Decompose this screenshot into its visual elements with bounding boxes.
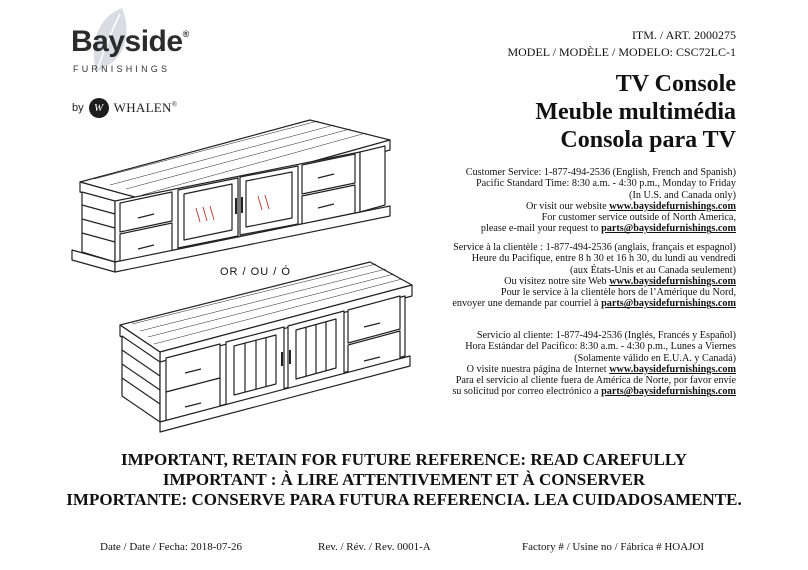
email-link-fr[interactable]: parts@baysidefurnishings.com xyxy=(601,298,736,310)
important-notice-en: IMPORTANT, RETAIN FOR FUTURE REFERENCE: READ CAREFULLY xyxy=(121,450,687,469)
contact-block-fr: Service à la clientèle : 1-877-494-2536 (anglais, français et espagnol) Heure du Pacifique, entre 8 h 30 et 16 h 30, du lundi au vendredi (aux États-Unis et au Canada seulement) Ou visitez notre site Web www.baysidefurnishings.com Pour le service à la clientèle hors de l’Amérique du Nord, envoyer une demande par courriel à parts@baysidefurnishings.com xyxy=(452,242,736,310)
whalen-logo-icon: W xyxy=(89,98,109,118)
brand-subtitle: FURNISHINGS xyxy=(73,64,171,74)
model-number: MODEL / MODÈLE / MODELO: CSC72LC-1 xyxy=(507,45,736,59)
footer-factory: Factory # / Usine no / Fábrica # HOAJOI xyxy=(522,541,705,553)
by-text: by xyxy=(72,102,84,114)
website-link-es[interactable]: www.baysidefurnishings.com xyxy=(609,363,736,375)
brand-name: Bayside xyxy=(71,25,183,58)
item-number: ITM. / ART. 2000275 xyxy=(631,28,736,42)
contact-block-en: Customer Service: 1-877-494-2536 (English, French and Spanish) Pacific Standard Time: 8:30 a.m. - 4:30 p.m., Monday to Friday (In U.S. and Canada only) Or visit our website www.baysidefurnishings.com For customer service outside of North America, please e-mail your request to parts@baysidefurnishings.com xyxy=(465,167,736,235)
contact-block-es: Servicio al cliente: 1-877-494-2536 (Inglés, Francés y Español) Hora Estándar del Pacífico: 8:30 a.m. - 4:30 p.m., Lunes a Viernes (Solamente válido en E.U.A. y Canadá) O visite nuestra página de Internet www.baysidefurnishings.com Para el servicio al cliente fuera de América de Norte, por favor envíe su solicitud por correo electrónico a parts@baysidefurnishings.com xyxy=(452,330,736,398)
footer-revision: Rev. / Rév. / Rev. 0001-A xyxy=(318,541,431,553)
console-glass-door-drawing xyxy=(72,120,390,272)
title-fr: Meuble multimédia xyxy=(535,99,736,125)
brand-reg-mark: ® xyxy=(182,29,189,39)
partner-name: WHALEN® xyxy=(113,100,178,115)
title-es: Consola para TV xyxy=(560,127,736,153)
email-link-en[interactable]: parts@baysidefurnishings.com xyxy=(601,223,736,235)
console-illustrations xyxy=(0,0,440,450)
or-label: OR / OU / Ó xyxy=(220,266,291,278)
website-link-fr[interactable]: www.baysidefurnishings.com xyxy=(609,275,736,287)
email-link-es[interactable]: parts@baysidefurnishings.com xyxy=(601,386,736,398)
footer-date: Date / Date / Fecha: 2018-07-26 xyxy=(100,541,243,553)
title-en: TV Console xyxy=(615,71,736,97)
console-panel-door-drawing xyxy=(120,262,412,432)
website-link-en[interactable]: www.baysidefurnishings.com xyxy=(609,200,736,212)
important-notice-es: IMPORTANTE: CONSERVE PARA FUTURA REFERENCIA. LEA CUIDADOSAMENTE. xyxy=(66,490,742,509)
important-notice-fr: IMPORTANT : À LIRE ATTENTIVEMENT ET À CONSERVER xyxy=(162,470,646,489)
